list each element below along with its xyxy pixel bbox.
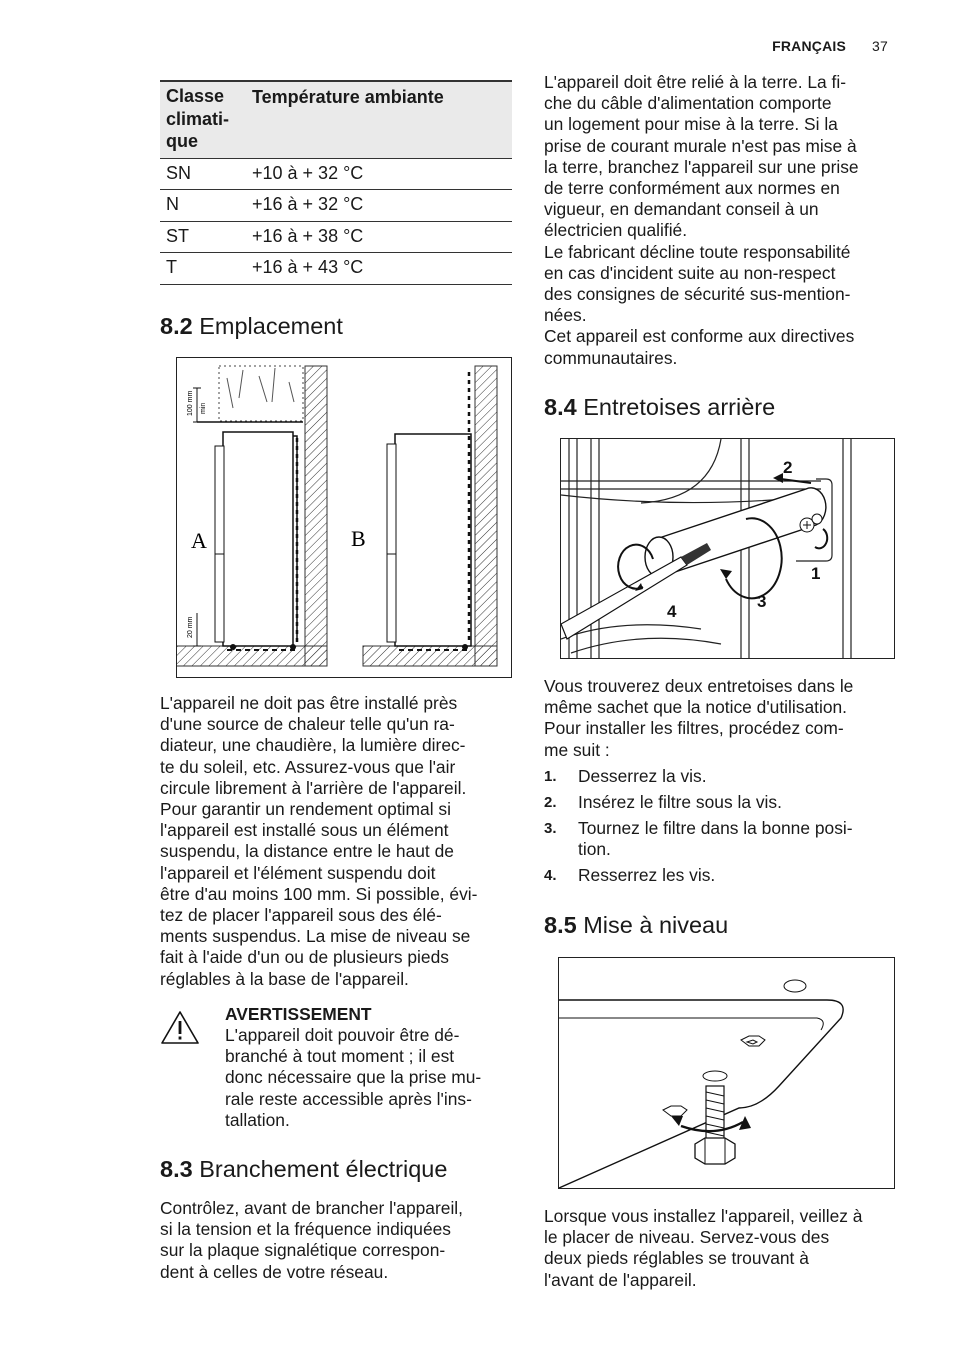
list-item [544, 865, 898, 886]
table-row [160, 190, 512, 222]
text-line: fait à l'aide d'un ou de plusieurs pieds [160, 947, 449, 968]
step-number: 3. [544, 819, 557, 837]
warning-icon [160, 1010, 200, 1051]
table-row [160, 158, 512, 190]
text-line: Le fabricant décline toute responsabilité [544, 241, 851, 262]
text-line: des consignes de sécurité sus-mention- [544, 284, 851, 305]
text-line: dent à celles de votre réseau. [160, 1261, 389, 1282]
table-cell: +10 à + 32 °C [246, 158, 512, 190]
paragraph-branchement [160, 1198, 510, 1283]
text-line: rale reste accessible après l'ins- [225, 1088, 472, 1109]
step-number: 2. [544, 793, 557, 811]
label-b: B [351, 526, 366, 551]
text-line: la terre, branchez l'appareil sur une prise [544, 156, 859, 177]
text-line: Pour garantir un rendement optimal si [160, 799, 451, 820]
text-line: L'appareil doit pouvoir être dé- [225, 1025, 460, 1045]
text-line: ments suspendus. La mise de niveau se [160, 926, 471, 947]
list-item [544, 818, 898, 860]
heading-title: Entretoises arrière [583, 394, 776, 420]
heading-8-2 [160, 313, 343, 340]
table-cell: ST [160, 221, 246, 253]
page-header [772, 38, 888, 54]
heading-8-5 [544, 912, 728, 939]
list-item [544, 766, 898, 787]
figure-entretoises [560, 438, 895, 659]
text-line: l'appareil est installé sous un élément [160, 820, 449, 841]
heading-number: 8.2 [160, 313, 193, 339]
text-line: sur la plaque signalétique correspon- [160, 1240, 446, 1261]
heading-title: Emplacement [199, 313, 343, 339]
text-line: de terre conformément aux normes en [544, 178, 840, 199]
callout-1: 1 [811, 564, 821, 583]
text-line: te du soleil, etc. Assurez-vous que l'air [160, 756, 456, 777]
table-cell: +16 à + 38 °C [246, 221, 512, 253]
text-line: tallation. [225, 1109, 290, 1130]
dim-bottom-label: 20 mm [187, 616, 194, 638]
text-line: prise de courant murale n'est pas mise à [544, 135, 857, 156]
step-text: Tournez le filtre dans la bonne posi- [578, 817, 853, 838]
figure-mise-a-niveau [558, 957, 895, 1189]
heading-number: 8.4 [544, 394, 577, 420]
heading-number: 8.3 [160, 1156, 193, 1182]
text-line: l'avant de l'appareil. [544, 1269, 697, 1290]
text-line: Lorsque vous installez l'appareil, veillez à [544, 1206, 863, 1226]
text-line: donc nécessaire que la prise mu- [225, 1067, 482, 1088]
text-line: che du câble d'alimentation comporte [544, 93, 832, 114]
paragraph-entretoises [544, 676, 898, 761]
text-line: branché à tout moment ; il est [225, 1046, 455, 1067]
text-line: tez de placer l'appareil sous des élé- [160, 905, 442, 926]
callout-4: 4 [667, 602, 677, 621]
table-row [160, 253, 512, 285]
text-line: L'appareil doit être relié à la terre. La fi- [544, 72, 847, 92]
dim-top-label: 100 mm [187, 390, 194, 416]
dim-top-min-label: min [200, 402, 207, 414]
heading-number: 8.5 [544, 912, 577, 938]
text-line: électricien qualifié. [544, 220, 688, 241]
step-number: 1. [544, 768, 557, 785]
text-line: me suit : [544, 739, 610, 760]
paragraph-emplacement [160, 693, 510, 990]
text-line: Cet appareil est conforme aux directives [544, 326, 855, 347]
step-text: Desserrez la vis. [578, 766, 707, 786]
table-cell: +16 à + 43 °C [246, 253, 512, 285]
callout-2: 2 [783, 458, 793, 477]
text-line: Contrôlez, avant de brancher l'appareil, [160, 1198, 464, 1218]
step-text: Insérez le filtre sous la vis. [578, 791, 782, 812]
table-cell: +16 à + 32 °C [246, 190, 512, 222]
text-line: suspendu, la distance entre le haut de [160, 841, 454, 862]
text-line: d'une source de chaleur telle qu'un ra- [160, 714, 455, 735]
steps-list [544, 766, 898, 886]
step-number: 4. [544, 866, 557, 884]
step-text: Resserrez les vis. [578, 864, 716, 885]
text-line: diateur, une chaudière, la lumière direc- [160, 735, 466, 756]
text-line: réglables à la base de l'appareil. [160, 968, 409, 989]
text-line: être d'au moins 100 mm. Si possible, évi- [160, 883, 478, 904]
table-header-row [160, 81, 512, 158]
steps-list-wrap [544, 766, 898, 890]
text-line: vigueur, en demandant conseil à un [544, 199, 819, 220]
paragraph-branchement-cont [544, 72, 898, 369]
emplacement-diagram [177, 358, 511, 677]
heading-8-3 [160, 1156, 447, 1183]
text-line: en cas d'incident suite au non-respect [544, 262, 836, 283]
table-cell: T [160, 253, 246, 285]
text-line: l'appareil et l'élément suspendu doit [160, 862, 436, 883]
entretoises-diagram [561, 439, 894, 658]
text-line: le placer de niveau. Servez-vous des [544, 1227, 830, 1248]
text-line: circule librement à l'arrière de l'appareil. [160, 777, 467, 798]
table-header-class: Classe climati- que [160, 81, 246, 158]
warning-block [225, 1004, 515, 1131]
heading-8-4 [544, 394, 775, 421]
section-name: FRANÇAIS [772, 38, 847, 54]
table-header-temp: Température ambiante [246, 81, 512, 158]
table-cell: SN [160, 158, 246, 190]
label-a: A [191, 528, 207, 553]
climate-table [160, 80, 512, 285]
text-line: nées. [544, 305, 587, 326]
text-line: deux pieds réglables se trouvant à [544, 1248, 809, 1269]
heading-title: Branchement électrique [199, 1156, 448, 1182]
table-row [160, 221, 512, 253]
list-item [544, 792, 898, 813]
text-line: Pour installer les filtres, procédez com- [544, 718, 844, 739]
text-line: Vous trouverez deux entretoises dans le [544, 676, 854, 696]
paragraph-mise-a-niveau [544, 1206, 898, 1291]
table-cell: N [160, 190, 246, 222]
warning-title: AVERTISSEMENT [225, 1004, 372, 1024]
page-number: 37 [872, 38, 888, 54]
text-line: un logement pour mise à la terre. Si la [544, 114, 838, 135]
text-line: si la tension et la fréquence indiquées [160, 1219, 452, 1240]
callout-3: 3 [757, 592, 767, 611]
climate-table-wrap [160, 80, 512, 285]
figure-emplacement [176, 357, 512, 678]
text-line: même sachet que la notice d'utilisation. [544, 697, 847, 718]
text-line: communautaires. [544, 347, 678, 368]
heading-title: Mise à niveau [583, 912, 729, 938]
text-line: L'appareil ne doit pas être installé près [160, 693, 458, 713]
leveling-diagram [559, 958, 894, 1188]
step-text: tion. [578, 838, 611, 859]
